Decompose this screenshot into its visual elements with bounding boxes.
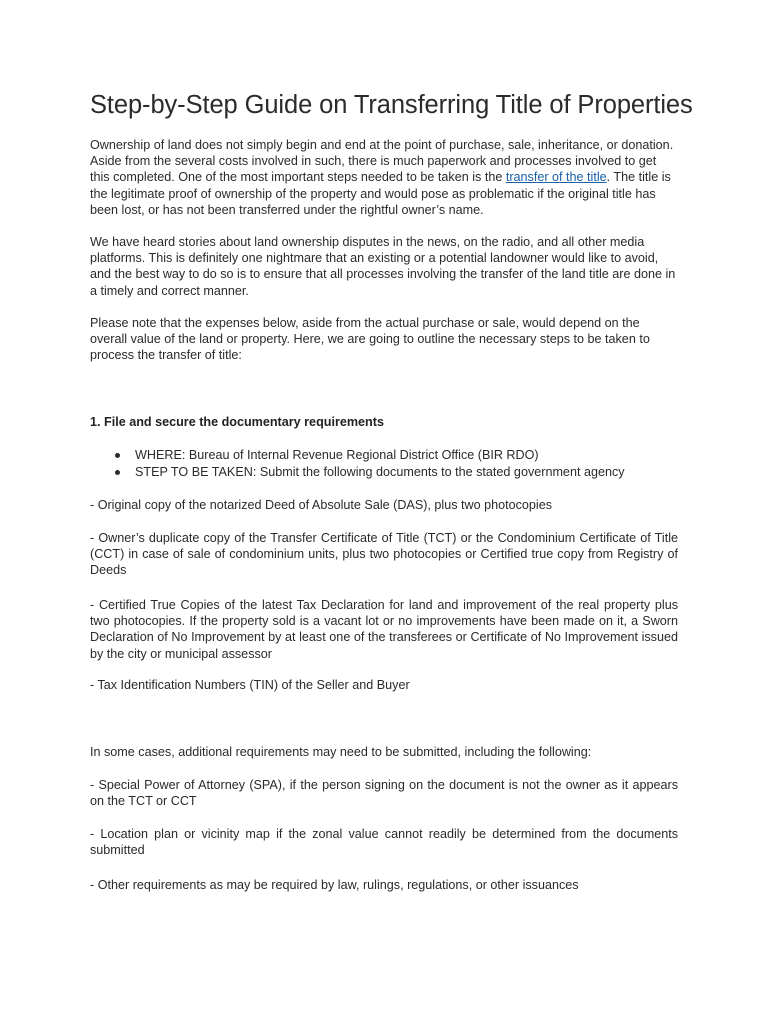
bullet-text: WHERE: Bureau of Internal Revenue Regional District Office (BIR RDO)	[135, 448, 539, 462]
requirement-item: - Original copy of the notarized Deed of Absolute Sale (DAS), plus two photocopies	[90, 498, 553, 512]
requirement-item: - Owner’s duplicate copy of the Transfer Certificate of Title (TCT) or the Condominium Certificate of Title (CCT) in case of sale of condominium units, plus two photocopies or Certified true copy from Registry of Deeds	[90, 531, 678, 578]
requirement-item: - Certified True Copies of the latest Tax Declaration for land and improvement of the real property plus two photocopies. If the property sold is a vacant lot or no improvements have been made on it, a Sworn Declaration of No Improvement by at least one of the transferees or Certificate of No Improvement issued by the city or municipal assessor	[90, 598, 678, 661]
intro-text-after-link: . The title is the legitimate proof of ownership of the property and would pose as problematic if the original title has been lost, or has not been transferred under the rightful owner’s name.	[90, 170, 671, 217]
bullet-item-where	[90, 447, 625, 464]
additional-requirement-item: - Other requirements as may be required by law, rulings, regulations, or other issuances	[90, 878, 579, 892]
intro-paragraph	[90, 137, 678, 218]
additional-requirements-intro: In some cases, additional requirements may need to be submitted, including the following:	[90, 745, 592, 759]
paragraph-expenses: Please note that the expenses below, aside from the actual purchase or sale, would depend on the overall value of the land or property. Here, we are going to outline the necessary steps to be taken to process the transfer of title:	[90, 316, 650, 363]
document-title: Step-by-Step Guide on Transferring Title of Properties	[90, 91, 693, 119]
bullet-dot-icon	[115, 470, 120, 475]
bullet-item-step	[90, 464, 625, 481]
additional-requirement-item: - Special Power of Attorney (SPA), if the person signing on the document is not the owner as it appears on the TCT or CCT	[90, 778, 678, 809]
bullet-dot-icon	[115, 453, 120, 458]
bullet-text: STEP TO BE TAKEN: Submit the following documents to the stated government agency	[135, 465, 625, 479]
paragraph-disputes: We have heard stories about land ownership disputes in the news, on the radio, and all other media platforms. This is definitely one nightmare that an existing or a potential landowner would like to avoid, and the best way to do so is to ensure that all processes involving the transfer of the land title are done in a timely and correct manner.	[90, 235, 676, 298]
bullet-list	[90, 447, 625, 481]
requirement-item: - Tax Identification Numbers (TIN) of the Seller and Buyer	[90, 678, 410, 692]
intro-text-before-link: Ownership of land does not simply begin and end at the point of purchase, sale, inheritance, or donation. Aside from the several costs involved in such, there is much paperwork and processes involved to get this completed. One of the most important steps needed to be taken is the	[90, 138, 674, 185]
additional-requirement-item: - Location plan or vicinity map if the zonal value cannot readily be determined from the documents submitted	[90, 827, 678, 858]
transfer-of-title-link[interactable]: transfer of the title	[505, 170, 607, 185]
section-heading-documentary-requirements: 1. File and secure the documentary requirements	[90, 415, 384, 429]
